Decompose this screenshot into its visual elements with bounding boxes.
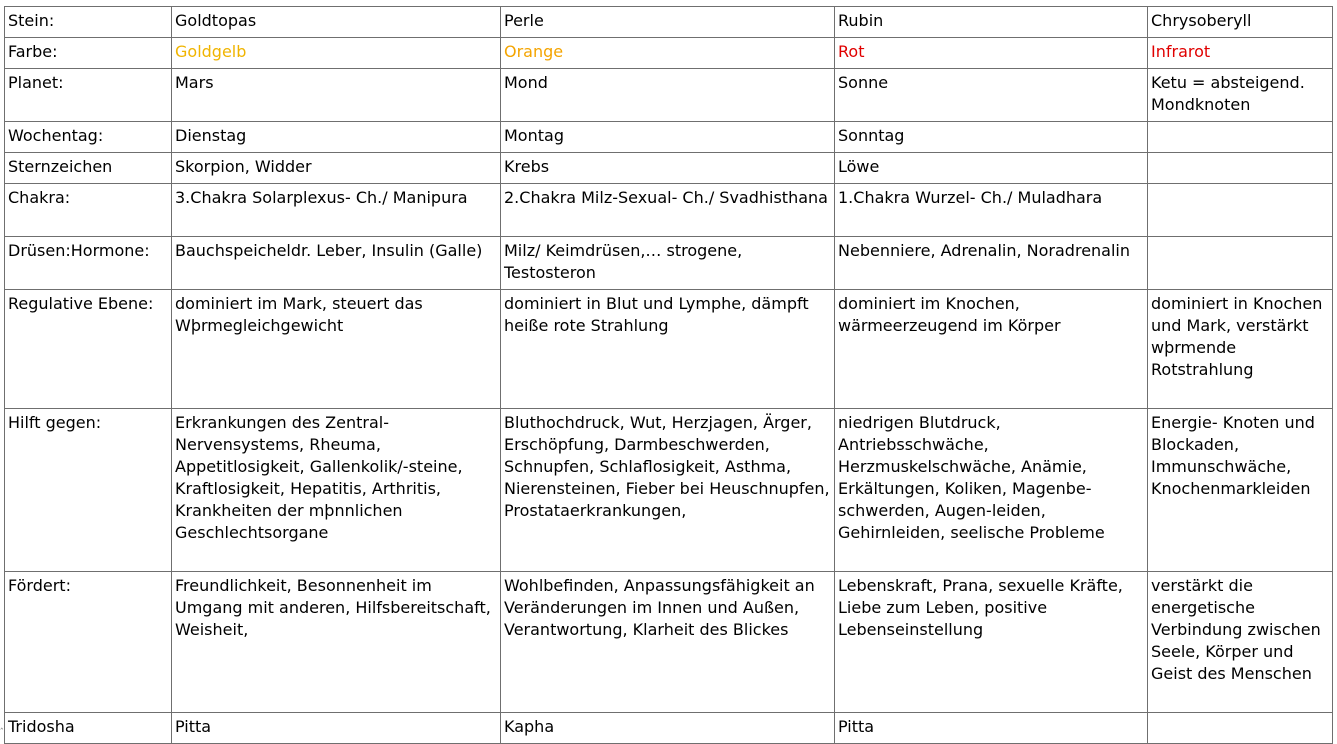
table-row-druesen-hormone xyxy=(5,237,1333,290)
color-cell-orange: Orange xyxy=(501,38,835,69)
table-cell: Dienstag xyxy=(172,122,501,153)
table-row-stein xyxy=(5,7,1333,38)
table-cell: Chrysoberyll xyxy=(1148,7,1333,38)
table-cell: Milz/ Keimdrüsen,… strogene, Testosteron xyxy=(501,237,835,290)
table-cell xyxy=(1148,122,1333,153)
table-row-tridosha xyxy=(5,713,1333,744)
table-cell: Ketu = absteigend. Mondknoten xyxy=(1148,69,1333,122)
table-cell: Mond xyxy=(501,69,835,122)
row-label: Fördert: xyxy=(5,572,172,713)
table-row-sternzeichen xyxy=(5,153,1333,184)
table-cell xyxy=(1148,184,1333,237)
row-label: Drüsen:Hormone: xyxy=(5,237,172,290)
table-row-farbe xyxy=(5,38,1333,69)
table-cell: Mars xyxy=(172,69,501,122)
table-cell: 2.Chakra Milz-Sexual- Ch./ Svadhisthana xyxy=(501,184,835,237)
table-cell: dominiert im Mark, steuert das Wþrmegleichgewicht xyxy=(172,290,501,409)
table-cell: Bluthochdruck, Wut, Herzjagen, Ärger, Erschöpfung, Darmbeschwerden, Schnupfen, Schlaflosigkeit, Asthma, Nierensteinen, Fieber bei Heuschnupfen, Prostataerkrankungen, xyxy=(501,409,835,572)
table-cell: Nebenniere, Adrenalin, Noradrenalin xyxy=(835,237,1148,290)
table-cell: verstärkt die energetische Verbindung zwischen Seele, Körper und Geist des Menschen xyxy=(1148,572,1333,713)
table-row-regulative-ebene xyxy=(5,290,1333,409)
table-cell: Erkrankungen des Zentral-Nervensystems, Rheuma, Appetitlosigkeit, Gallenkolik/-steine, Kraftlosigkeit, Hepatitis, Arthritis, Krankheiten der mþnnlichen Geschlechtsorgane xyxy=(172,409,501,572)
table-cell: Pitta xyxy=(835,713,1148,744)
table-cell: dominiert in Knochen und Mark, verstärkt wþrmende Rotstrahlung xyxy=(1148,290,1333,409)
color-cell-infrarot: Infrarot xyxy=(1148,38,1333,69)
table-cell xyxy=(1148,153,1333,184)
table-cell: Pitta xyxy=(172,713,501,744)
color-cell-goldgelb: Goldgelb xyxy=(172,38,501,69)
table-cell: Perle xyxy=(501,7,835,38)
table-cell: Rubin xyxy=(835,7,1148,38)
row-label: Wochentag: xyxy=(5,122,172,153)
table-cell: Wohlbefinden, Anpassungsfähigkeit an Veränderungen im Innen und Außen, Verantwortung, Klarheit des Blickes xyxy=(501,572,835,713)
table-row-foerdert xyxy=(5,572,1333,713)
row-label: Planet: xyxy=(5,69,172,122)
table-cell xyxy=(1148,237,1333,290)
table-row-chakra xyxy=(5,184,1333,237)
table-cell: dominiert im Knochen, wärmeerzeugend im Körper xyxy=(835,290,1148,409)
row-label: Farbe: xyxy=(5,38,172,69)
row-label: Hilft gegen: xyxy=(5,409,172,572)
table-cell: Sonne xyxy=(835,69,1148,122)
table-cell: Kapha xyxy=(501,713,835,744)
row-label: Chakra: xyxy=(5,184,172,237)
row-label: Stein: xyxy=(5,7,172,38)
table-row-planet xyxy=(5,69,1333,122)
table-row-hilft-gegen xyxy=(5,409,1333,572)
table-cell: Bauchspeicheldr. Leber, Insulin (Galle) xyxy=(172,237,501,290)
table-cell xyxy=(1148,713,1333,744)
table-row-wochentag xyxy=(5,122,1333,153)
table-cell: Freundlichkeit, Besonnenheit im Umgang mit anderen, Hilfsbereitschaft, Weisheit, xyxy=(172,572,501,713)
table-cell: Skorpion, Widder xyxy=(172,153,501,184)
table-cell: Löwe xyxy=(835,153,1148,184)
table-cell: Energie- Knoten und Blockaden, Immunschwäche, Knochenmarkleiden xyxy=(1148,409,1333,572)
table-cell: niedrigen Blutdruck, Antriebsschwäche, Herzmuskelschwäche, Anämie, Erkältungen, Koliken, Magenbe-schwerden, Augen-leiden, Gehirnleiden, seelische Probleme xyxy=(835,409,1148,572)
table-cell: Lebenskraft, Prana, sexuelle Kräfte, Liebe zum Leben, positive Lebenseinstellung xyxy=(835,572,1148,713)
row-label: Regulative Ebene: xyxy=(5,290,172,409)
table-cell: Goldtopas xyxy=(172,7,501,38)
table-cell: 1.Chakra Wurzel- Ch./ Muladhara xyxy=(835,184,1148,237)
row-label: Sternzeichen xyxy=(5,153,172,184)
table-cell: 3.Chakra Solarplexus- Ch./ Manipura xyxy=(172,184,501,237)
table-cell: Sonntag xyxy=(835,122,1148,153)
table-cell: dominiert in Blut und Lymphe, dämpft heiße rote Strahlung xyxy=(501,290,835,409)
row-label: Tridosha xyxy=(5,713,172,744)
color-cell-rot: Rot xyxy=(835,38,1148,69)
table-cell: Krebs xyxy=(501,153,835,184)
table-cell: Montag xyxy=(501,122,835,153)
gemstone-table xyxy=(4,6,1333,744)
